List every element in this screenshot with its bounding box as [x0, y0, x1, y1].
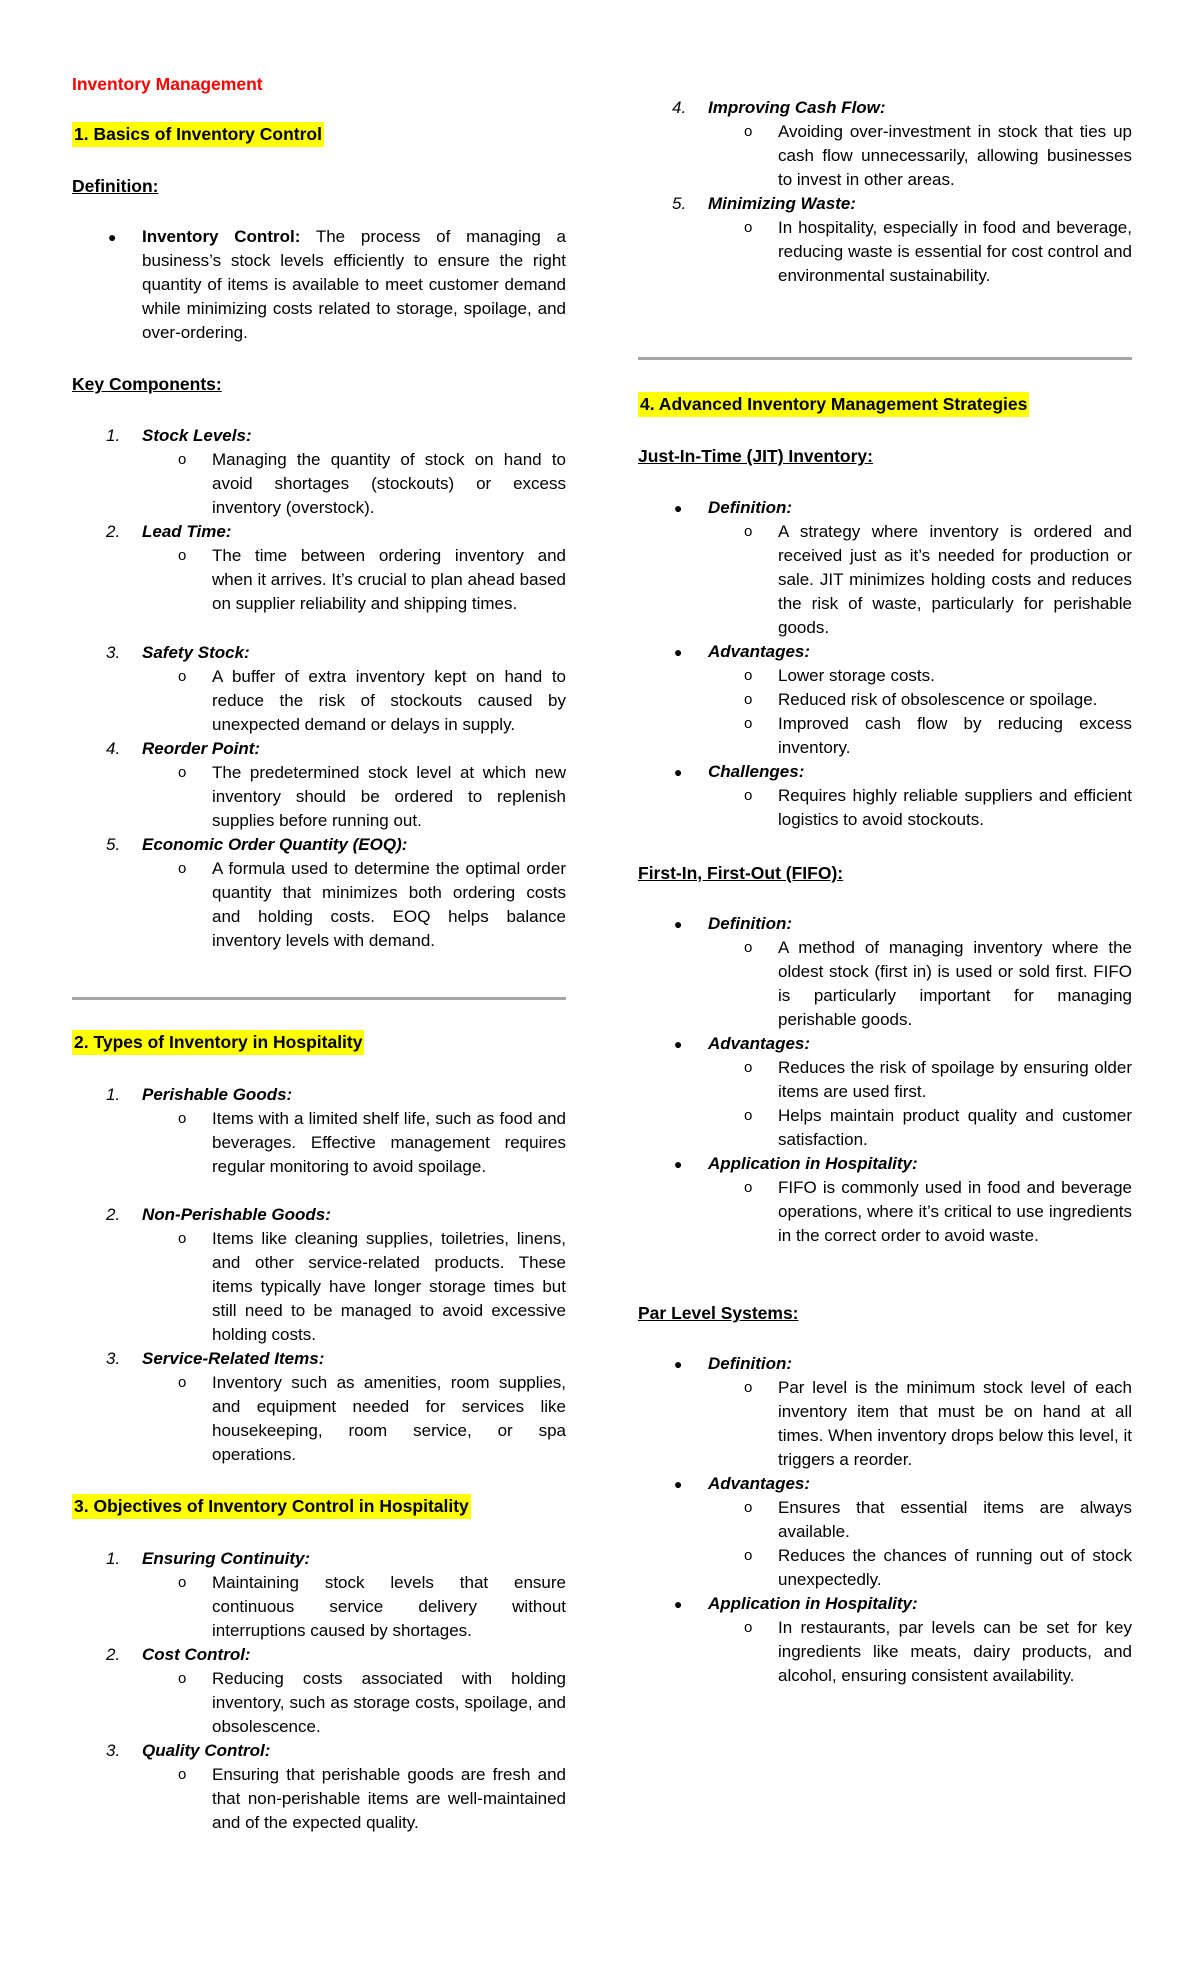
bullet-icon: ●	[674, 916, 683, 932]
fifo-title: First-In, First-Out (FIFO):	[638, 863, 844, 883]
circle-bullet-icon: o	[744, 1499, 753, 1516]
bullet-icon: ●	[674, 764, 683, 780]
definition-term: Inventory Control:	[142, 227, 301, 246]
item-number: 5.	[106, 835, 121, 854]
bullet-label: Definition:	[708, 498, 793, 517]
circle-bullet-icon: o	[744, 1379, 753, 1396]
circle-bullet-icon: o	[744, 1107, 753, 1124]
item-number: 2.	[106, 1645, 121, 1664]
bullet-icon: ●	[674, 644, 683, 660]
item-label: Improving Cash Flow:	[708, 98, 886, 117]
item-number: 5.	[672, 194, 687, 213]
jit-title: Just-In-Time (JIT) Inventory:	[638, 446, 873, 466]
bullet-icon: ●	[674, 1476, 683, 1492]
bullet-text: FIFO is commonly used in food and beverage operations, where it’s critical to use ingredients in the correct order to avoid waste.	[778, 1178, 1132, 1245]
bullet-text: Ensures that essential items are always available.	[778, 1498, 1132, 1541]
item-label: Perishable Goods:	[142, 1085, 293, 1104]
item-text: Avoiding over-investment in stock that ties up cash flow unnecessarily, allowing businesses to invest in other areas.	[778, 122, 1132, 189]
bullet-text: Reduces the risk of spoilage by ensuring older items are used first.	[778, 1058, 1132, 1101]
divider	[72, 997, 566, 1000]
item-label: Minimizing Waste:	[708, 194, 856, 213]
circle-bullet-icon: o	[178, 1670, 187, 1687]
bullet-label: Challenges:	[708, 762, 805, 781]
circle-bullet-icon: o	[178, 1230, 187, 1247]
item-text: The predetermined stock level at which new inventory should be ordered to replenish supplies before running out.	[212, 763, 566, 830]
circle-bullet-icon: o	[178, 1766, 187, 1783]
item-label: Quality Control:	[142, 1741, 271, 1760]
bullet-label: Advantages:	[708, 1034, 811, 1053]
section-4-heading: 4. Advanced Inventory Management Strategies	[638, 392, 1029, 417]
item-label: Ensuring Continuity:	[142, 1549, 311, 1568]
bullet-label: Definition:	[708, 914, 793, 933]
bullet-icon: ●	[674, 1156, 683, 1172]
circle-bullet-icon: o	[744, 123, 753, 140]
bullet-text: Lower storage costs.	[778, 666, 935, 685]
circle-bullet-icon: o	[744, 939, 753, 956]
circle-bullet-icon: o	[178, 860, 187, 877]
item-label: Reorder Point:	[142, 739, 261, 758]
item-text: A buffer of extra inventory kept on hand to reduce the risk of stockouts caused by unexpected demand or delays in supply.	[212, 667, 566, 734]
item-number: 3.	[106, 1741, 121, 1760]
circle-bullet-icon: o	[744, 667, 753, 684]
bullet-icon: ●	[674, 1036, 683, 1052]
bullet-icon: ●	[674, 1596, 683, 1612]
divider	[638, 357, 1132, 360]
item-text: The time between ordering inventory and when it arrives. It’s crucial to plan ahead based on supplier reliability and shipping times.	[212, 546, 566, 613]
item-text: Ensuring that perishable goods are fresh and that non-perishable items are well-maintained and of the expected quality.	[212, 1765, 566, 1832]
bullet-text: In restaurants, par levels can be set for key ingredients like meats, dairy products, and alcohol, ensuring consistent availability.	[778, 1618, 1132, 1685]
circle-bullet-icon: o	[178, 1110, 187, 1127]
bullet-label: Definition:	[708, 1354, 793, 1373]
circle-bullet-icon: o	[744, 691, 753, 708]
section-3-heading: 3. Objectives of Inventory Control in Hospitality	[72, 1494, 471, 1519]
circle-bullet-icon: o	[744, 1179, 753, 1196]
item-text: Items with a limited shelf life, such as food and beverages. Effective management requires regular monitoring to avoid spoilage.	[212, 1109, 566, 1176]
item-text: Maintaining stock levels that ensure continuous service delivery without interruptions caused by shortages.	[212, 1573, 566, 1640]
item-label: Economic Order Quantity (EOQ):	[142, 835, 408, 854]
item-label: Safety Stock:	[142, 643, 250, 662]
item-label: Service-Related Items:	[142, 1349, 325, 1368]
item-number: 1.	[106, 1085, 121, 1104]
bullet-text: Helps maintain product quality and customer satisfaction.	[778, 1106, 1132, 1149]
circle-bullet-icon: o	[744, 715, 753, 732]
bullet-text: Requires highly reliable suppliers and efficient logistics to avoid stockouts.	[778, 786, 1132, 829]
circle-bullet-icon: o	[744, 523, 753, 540]
item-number: 4.	[672, 98, 687, 117]
item-label: Lead Time:	[142, 522, 232, 541]
item-text: In hospitality, especially in food and beverage, reducing waste is essential for cost control and environmental sustainability.	[778, 218, 1132, 285]
circle-bullet-icon: o	[178, 451, 187, 468]
par-title: Par Level Systems:	[638, 1303, 799, 1323]
item-number: 3.	[106, 1349, 121, 1368]
item-label: Stock Levels:	[142, 426, 252, 445]
bullet-label: Advantages:	[708, 642, 811, 661]
circle-bullet-icon: o	[744, 787, 753, 804]
item-number: 2.	[106, 522, 121, 541]
definition-item	[72, 225, 566, 345]
circle-bullet-icon: o	[744, 1059, 753, 1076]
section-2-heading: 2. Types of Inventory in Hospitality	[72, 1030, 364, 1055]
bullet-icon: ●	[674, 500, 683, 516]
definition-paragraph	[142, 225, 566, 345]
circle-bullet-icon: o	[744, 219, 753, 236]
item-text: Inventory such as amenities, room supplies, and equipment needed for services like housekeeping, room service, or spa operations.	[212, 1373, 566, 1464]
circle-bullet-icon: o	[178, 547, 187, 564]
bullet-text: Improved cash flow by reducing excess inventory.	[778, 714, 1132, 757]
item-text: Managing the quantity of stock on hand to avoid shortages (stockouts) or excess inventory (overstock).	[212, 450, 566, 517]
circle-bullet-icon: o	[744, 1547, 753, 1564]
bullet-label: Application in Hospitality:	[708, 1154, 918, 1173]
section-1-heading: 1. Basics of Inventory Control	[72, 122, 324, 147]
bullet-text: A strategy where inventory is ordered and received just as it’s needed for production or sale. JIT minimizes holding costs and reduces the risk of waste, particularly for perishable goods.	[778, 522, 1132, 637]
bullet-icon: ●	[674, 1356, 683, 1372]
item-number: 1.	[106, 426, 121, 445]
bullet-text: Reduced risk of obsolescence or spoilage.	[778, 690, 1098, 709]
circle-bullet-icon: o	[178, 1374, 187, 1391]
item-number: 3.	[106, 643, 121, 662]
item-text: A formula used to determine the optimal order quantity that minimizes both ordering costs and holding costs. EOQ helps balance inventory levels with demand.	[212, 859, 566, 950]
item-number: 1.	[106, 1549, 121, 1568]
item-label: Non-Perishable Goods:	[142, 1205, 331, 1224]
bullet-icon: ●	[108, 229, 117, 245]
item-label: Cost Control:	[142, 1645, 251, 1664]
circle-bullet-icon: o	[178, 764, 187, 781]
bullet-label: Advantages:	[708, 1474, 811, 1493]
item-text: Reducing costs associated with holding inventory, such as storage costs, spoilage, and obsolescence.	[212, 1669, 566, 1736]
bullet-text: Reduces the chances of running out of stock unexpectedly.	[778, 1546, 1132, 1589]
circle-bullet-icon: o	[744, 1619, 753, 1636]
document-title: Inventory Management	[72, 74, 263, 94]
bullet-label: Application in Hospitality:	[708, 1594, 918, 1613]
circle-bullet-icon: o	[178, 1574, 187, 1591]
item-number: 4.	[106, 739, 121, 758]
bullet-text: A method of managing inventory where the oldest stock (first in) is used or sold first. FIFO is particularly important for managing perishable goods.	[778, 938, 1132, 1029]
item-text: Items like cleaning supplies, toiletries, linens, and other service-related products. These items typically have longer storage times but still need to be managed to avoid excessive holding costs.	[212, 1229, 566, 1344]
circle-bullet-icon: o	[178, 668, 187, 685]
bullet-text: Par level is the minimum stock level of each inventory item that must be on hand at all times. When inventory drops below this level, it triggers a reorder.	[778, 1378, 1132, 1469]
definition-text: The process of managing a business’s stock levels efficiently to ensure the right quantity of items is available to meet customer demand while minimizing costs related to storage, spoilage, and over-ordering.	[142, 227, 566, 342]
definition-label: Definition:	[72, 176, 159, 196]
item-number: 2.	[106, 1205, 121, 1224]
key-components-label: Key Components:	[72, 374, 222, 394]
